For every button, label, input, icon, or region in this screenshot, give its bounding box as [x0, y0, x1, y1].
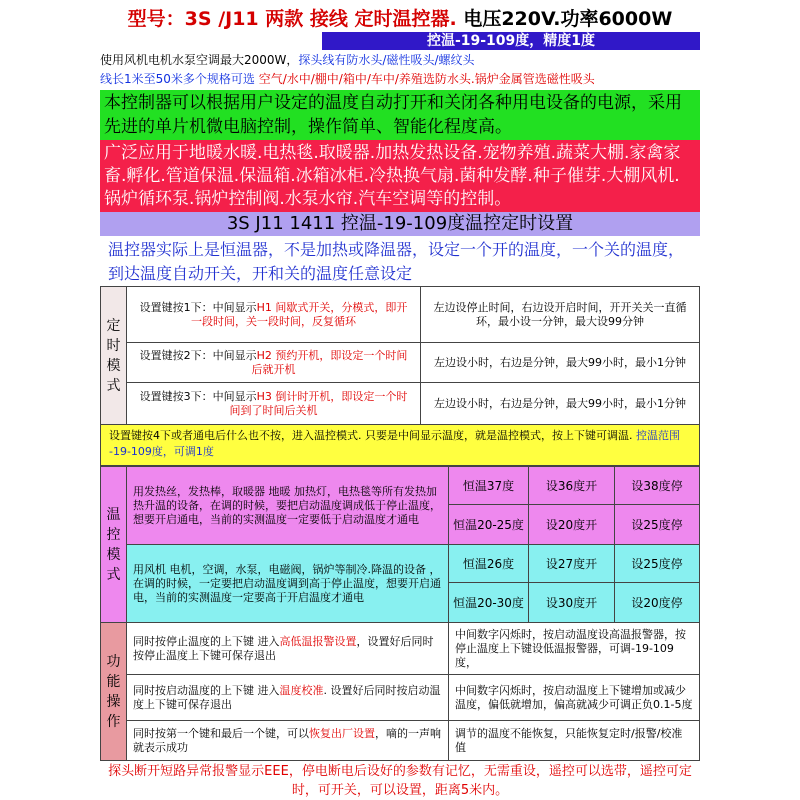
range-bar: 控温-19-109度，精度1度 — [322, 32, 700, 50]
controller-description: 本控制器可以根据用户设定的温度自动打开和关闭各种用电设备的电源，采用先进的单片机微电脑控制，操作简单、智能化程度高。 — [100, 90, 700, 140]
max-power-text: 使用风机电机水泵空调最大2000W， — [100, 53, 299, 67]
applications-list: 广泛应用于地暖水暖.电热毯.取暖器.加热发热设备.宠物养殖.蔬菜大棚.家禽家畜.孵化.管道保温.保温箱.冰箱冰柜.冷热换气扇.菌种发酵.种子催芽.大棚风机.锅炉循环泵.锅炉控制阀.水泵水帘.汽车空调等的控制。 — [100, 140, 700, 212]
probe-types-text: 探头线有防水头/磁性吸头/螺纹头 — [298, 53, 475, 67]
temperature-mode-tip: 设置键按4下或者通电后什么也不按，进入温控模式. 只要是中间显示温度，就是温控模式，按上下键可调温. 控温范围 -19-109度，可调1度 — [100, 424, 700, 466]
heat-preset-label: 恒温20-25度 — [449, 505, 529, 545]
heat-off-temp: 设25度停 — [615, 505, 700, 545]
product-title — [100, 6, 700, 32]
probe-usage-text: 空气/水中/棚中/箱中/车中/养殖选防水头.锅炉金属管选磁性吸头 — [254, 72, 595, 86]
power-line — [100, 52, 700, 68]
cool-off-temp: 设25度停 — [615, 545, 700, 583]
cool-on-temp: 设30度开 — [529, 583, 615, 623]
timing-row-h3: 设置键按3下：中间显示H3 倒计时开机，即设定一个时间到了时间后关机 — [127, 383, 421, 425]
heat-off-temp: 设38度停 — [615, 467, 700, 505]
alarm-setting-row: 同时按停止温度的上下键 进入高低温报警设置，设置好后同时按停止温度上下键可保存退出 — [127, 623, 449, 675]
cool-off-temp: 设20度停 — [615, 583, 700, 623]
calibration-detail: 中间数字闪烁时，按启动温度上下键增加或减少温度，偏低就增加，偏高就减少可调正负0.1-5度 — [449, 675, 700, 721]
cool-on-temp: 设27度开 — [529, 545, 615, 583]
timing-mode-table — [100, 286, 700, 425]
length-line — [100, 70, 700, 88]
cool-preset-label: 恒温20-30度 — [449, 583, 529, 623]
thermostat-intro: 温控器实际上是恒温器，不是加热或降温器，设定一个开的温度，一个关的温度，到达温度自动开关，开和关的温度任意设定 — [108, 240, 685, 283]
timing-row-h3-detail: 左边设小时，右边是分钟，最大99小时，最小1分钟 — [421, 383, 700, 425]
footer-note: 探头断开短路异常报警显示EEE，停电断电后设好的参数有记忆，无需重设，遥控可以选带，遥控可定时，可开关，可以设置，距离5米内。 — [108, 764, 692, 798]
timing-row-h1: 设置键按1下：中间显示H1 间歇式开关，分模式，即开一段时间，关一段时间，反复循环 — [127, 287, 421, 343]
cable-length-text: 线长1米至50米多个规格可选 — [100, 72, 255, 86]
title-model: 型号：3S /J11 两款 接线 定时温控器. — [127, 8, 457, 30]
timing-row-h1-detail: 左边设停止时间，右边设开启时间，开开关关一直循环，最小设一分钟，最大设99分钟 — [421, 287, 700, 343]
cool-preset-label: 恒温26度 — [449, 545, 529, 583]
timing-row-h2: 设置键按2下：中间显示H2 预约开机，即设定一个时间后就开机 — [127, 343, 421, 383]
timing-row-h2-detail: 左边设小时，右边是分钟，最大99小时，最小1分钟 — [421, 343, 700, 383]
cooling-instructions: 用风机 电机，空调，水泵，电磁阀，锅炉等制冷.降温的设备 ，在调的时候，一定要把启动温度调到高于停止温度，想要开启通电，当前的实测温度一定要高于开启温度才通电 — [127, 545, 449, 623]
factory-reset-detail: 调节的温度不能恢复，只能恢复定时/报警/校准值 — [449, 721, 700, 761]
heat-on-temp: 设20度开 — [529, 505, 615, 545]
function-side-label: 功 能 操 作 — [101, 623, 127, 761]
factory-reset-row: 同时按第一个键和最后一个键，可以恢复出厂设置，嘀的一声响就表示成功 — [127, 721, 449, 761]
timing-mode-side-label: 定 时 模 式 — [101, 287, 127, 425]
section-title: 3S J11 1411 控温-19-109度温控定时设置 — [100, 212, 700, 236]
temp-mode-side-label: 温 控 模 式 — [101, 467, 127, 623]
heat-on-temp: 设36度开 — [529, 467, 615, 505]
heat-preset-label: 恒温37度 — [449, 467, 529, 505]
alarm-setting-detail: 中间数字闪烁时，按启动温度设高温报警器，按停止温度上下键设低温报警器，可调-19-109度， — [449, 623, 700, 675]
title-power: 电压220V.功率6000W — [463, 8, 673, 30]
temp-control-table — [100, 466, 700, 623]
function-table — [100, 622, 700, 761]
calibration-row: 同时按启动温度的上下键 进入温度校准. 设置好后同时按启动温度上下键可保存退出 — [127, 675, 449, 721]
heating-instructions: 用发热丝，发热棒，取暖器 地暖 加热灯，电热毯等所有发热加热升温的设备，在调的时候，要把启动温度调成低于停止温度，想要开启通电，当前的实测温度一定要低于启动温度才通电 — [127, 467, 449, 545]
